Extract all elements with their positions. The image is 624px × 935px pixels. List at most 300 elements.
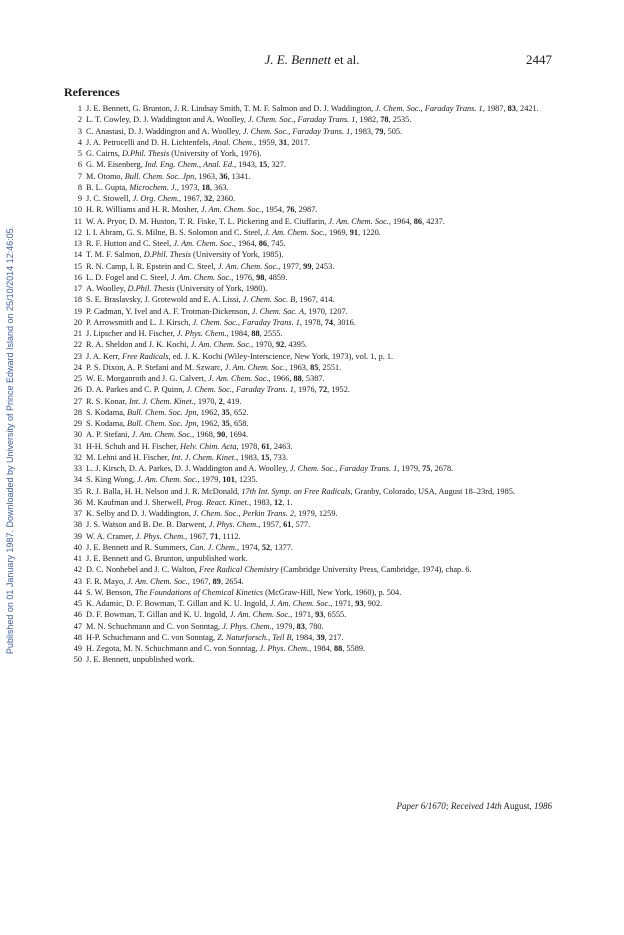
reference-segment: J. C. Stowell,: [86, 194, 133, 203]
reference-segment: W. A. Pryor, D. M. Huston, T. R. Fiske, T. L. Pickering and E. Ciuffarin,: [86, 216, 329, 226]
reference-item: [64, 351, 564, 362]
reference-item: [64, 283, 564, 294]
reference-segment: , 327.: [267, 160, 286, 170]
reference-item: [64, 306, 564, 317]
reference-segment: , 1976,: [231, 272, 257, 282]
reference-segment: , 1970,: [251, 340, 276, 350]
reference-text: [86, 317, 564, 328]
reference-segment: , Granby, Colorado, USA, August 18–23rd, 1985.: [350, 486, 515, 496]
reference-text: [86, 216, 564, 227]
reference-text: [86, 238, 564, 249]
reference-volume: 52: [261, 542, 271, 552]
reference-source: Bull. Chem. Soc. Jpn: [124, 171, 195, 181]
reference-item: [64, 621, 564, 632]
reference-segment: , 1966,: [268, 374, 294, 383]
reference-number: 9: [77, 194, 82, 203]
reference-item: [64, 452, 564, 463]
reference-item: [64, 137, 564, 148]
reference-segment: , 1973,: [176, 182, 202, 192]
reference-item: [64, 519, 564, 530]
reference-segment: , 217.: [324, 632, 344, 642]
reference-segment: , 2453.: [311, 261, 335, 271]
reference-text: [86, 576, 564, 587]
reference-segment: , 1970, 1207.: [304, 306, 348, 316]
reference-segment: A. P. Stefani,: [86, 430, 132, 440]
reference-volume: 86: [258, 239, 268, 248]
reference-segment: , 3016.: [333, 317, 356, 327]
reference-source: Microchem. J.: [129, 182, 177, 192]
reference-text: [86, 508, 564, 519]
reference-text: [86, 159, 564, 170]
reference-source: J. Am. Chem. Soc.: [200, 205, 262, 215]
reference-volume: 85: [310, 362, 319, 372]
running-header-author-names: J. E. Bennett: [264, 52, 331, 67]
reference-number: 39: [73, 531, 82, 541]
reference-item: [64, 384, 564, 395]
reference-segment: , 1943,: [234, 160, 259, 170]
reference-segment: (University of York, 1980).: [174, 284, 268, 293]
reference-source: J. Chem. Soc. B: [242, 295, 296, 305]
reference-text: [86, 598, 564, 609]
reference-segment: , 733.: [269, 452, 289, 462]
reference-segment: T. M. F. Salmon,: [86, 250, 144, 260]
reference-segment: D. C. Nonhebel and J. C. Walton,: [86, 565, 200, 575]
reference-source: J. Am. Chem. Soc.: [173, 239, 234, 248]
reference-number: 4: [77, 137, 82, 147]
paper-received-month: August: [501, 801, 530, 811]
reference-segment: , 1220.: [358, 227, 381, 237]
reference-item: [64, 126, 564, 137]
reference-text: [86, 621, 564, 632]
reference-source: J. Am. Chem. Soc.: [217, 261, 279, 271]
reference-text: [86, 474, 564, 485]
paper-received-text: Paper 6/1670; Received 14th: [396, 801, 502, 811]
reference-source: J. Chem. Soc., Faraday Trans. 1: [375, 104, 483, 113]
reference-volume: 78: [380, 115, 389, 125]
reference-segment: S. Kodama,: [86, 407, 128, 417]
reference-segment: M. Lehni and H. Fischer,: [86, 452, 172, 462]
reference-segment: W. E. Morganroth and J. G. Calvert,: [86, 374, 209, 383]
reference-segment: R. A. Sheldon and J. K. Kochi,: [86, 340, 191, 350]
reference-number: 43: [73, 576, 82, 586]
reference-segment: , 1112.: [218, 531, 241, 541]
reference-volume: 35: [221, 419, 230, 428]
reference-item: [64, 497, 564, 508]
reference-segment: , ed. J. K. Kochi (Wiley-Interscience, New York, 1973), vol. 1, p. 1.: [168, 351, 394, 361]
reference-text: [86, 441, 564, 452]
reference-segment: , 745.: [267, 239, 286, 248]
reference-volume: 61: [261, 441, 270, 451]
reference-text: [86, 587, 564, 598]
reference-source: 17th Int. Symp. on Free Radicals: [241, 486, 351, 496]
reference-item: [64, 362, 564, 373]
reference-segment: I. I. Abram, G. S. Milne, B. S. Solomon and C. Steel,: [86, 227, 265, 237]
reference-segment: K. Adamic, D. F. Bowman, T. Gillan and K. U. Ingold,: [86, 599, 270, 608]
reference-source: Free Radicals: [122, 351, 169, 361]
reference-volume: 88: [333, 644, 343, 653]
reference-number: 48: [73, 632, 82, 642]
reference-number: 25: [73, 374, 82, 383]
reference-text: [86, 609, 564, 620]
reference-segment: , 577.: [291, 520, 311, 530]
reference-volume: 92: [275, 340, 285, 350]
reference-number: 23: [73, 351, 82, 361]
reference-number: 28: [73, 407, 82, 417]
reference-volume: 39: [316, 632, 325, 642]
reference-segment: (University of York, 1976).: [169, 149, 262, 158]
reference-segment: , 780.: [304, 621, 324, 631]
reference-item: [64, 474, 564, 485]
reference-volume: 89: [212, 576, 221, 586]
reference-source: J. Chem. Soc., Faraday Trans. 1: [192, 317, 300, 327]
reference-segment: , 1976,: [293, 385, 319, 395]
reference-segment: , 1983,: [350, 126, 376, 136]
reference-segment: , 1977,: [278, 261, 304, 271]
reference-segment: K. Selby and D. J. Waddington,: [86, 509, 194, 518]
reference-item: [64, 339, 564, 350]
reference-volume: 98: [256, 272, 265, 282]
reference-item: [64, 407, 564, 418]
reference-number: 15: [73, 261, 82, 271]
reference-segment: , 1967, 414.: [295, 295, 335, 305]
reference-item: [64, 429, 564, 440]
reference-segment: P. Arrowsmith and L. J. Kirsch,: [86, 317, 193, 327]
reference-segment: , 1983,: [249, 497, 274, 507]
reference-volume: 31: [278, 137, 288, 147]
reference-volume: 15: [261, 452, 270, 462]
reference-segment: , 2987.: [294, 205, 318, 215]
reference-segment: P. S. Dixon, A. P. Stefani and M. Szwarc,: [86, 362, 225, 372]
reference-number: 50: [73, 655, 82, 665]
reference-number: 46: [73, 610, 82, 620]
paper-footer: [397, 801, 552, 811]
reference-segment: , 902.: [363, 599, 383, 608]
reference-source: J. Phys. Chem.: [259, 644, 310, 653]
reference-number: 27: [73, 396, 82, 406]
reference-item: [64, 486, 564, 497]
reference-text: [86, 193, 564, 204]
page-number: 2447: [526, 52, 552, 67]
reference-segment: S. Kodama,: [86, 419, 128, 428]
reference-number: 19: [73, 306, 82, 316]
reference-text: [86, 643, 564, 654]
reference-text: [86, 204, 564, 215]
reference-item: [64, 294, 564, 305]
reference-volume: 93: [355, 599, 364, 608]
reference-number: 34: [73, 475, 82, 485]
reference-segment: R. F. Hutton and C. Steel,: [86, 239, 174, 248]
reference-item: [64, 204, 564, 215]
reference-item: [64, 317, 564, 328]
reference-text: [86, 429, 564, 440]
reference-item: [64, 441, 564, 452]
reference-segment: , 1963,: [285, 362, 311, 372]
reference-number: 5: [77, 149, 82, 158]
reference-segment: H. Zegota, M. N. Schuchmann and C. von Sonntag,: [86, 644, 260, 653]
reference-segment: R. S. Konar,: [86, 396, 129, 406]
reference-number: 31: [73, 441, 82, 451]
reference-item: [64, 418, 564, 429]
reference-segment: , 2654.: [220, 576, 244, 586]
reference-volume: 88: [251, 329, 260, 338]
reference-segment: , 1967,: [179, 194, 204, 203]
reference-segment: , 1962,: [196, 419, 222, 428]
reference-source: D.Phil. Thesis: [121, 149, 170, 158]
reference-segment: , 2551.: [318, 362, 342, 372]
reference-segment: J. E. Bennett, unpublished work.: [86, 655, 195, 665]
reference-volume: 76: [286, 205, 295, 215]
reference-text: [86, 261, 564, 272]
reference-segment: , 2535.: [388, 115, 412, 125]
reference-volume: 72: [318, 385, 328, 395]
reference-text: [86, 148, 564, 159]
reference-source: J. Chem. Soc., Faraday Trans. 1: [186, 385, 294, 395]
reference-volume: 93: [315, 610, 324, 620]
reference-source: J. Phys. Chem.: [176, 329, 227, 338]
reference-segment: , 1978,: [236, 441, 262, 451]
reference-segment: , 658.: [229, 419, 249, 428]
reference-segment: J. S. Watson and B. De. B. Darwent,: [86, 520, 209, 530]
reference-segment: , 4395.: [284, 340, 308, 350]
reference-text: [86, 362, 564, 373]
reference-segment: , 6555.: [323, 610, 347, 620]
reference-text: [86, 182, 564, 193]
reference-text: [86, 114, 564, 125]
reference-segment: , 2421.: [515, 104, 539, 113]
reference-segment: H-H. Schuh and H. Fischer,: [86, 441, 181, 451]
reference-text: [86, 407, 564, 418]
reference-segment: D. F. Bowman, T. Gillan and K. U. Ingold,: [86, 610, 230, 620]
reference-volume: 75: [422, 464, 431, 473]
reference-item: [64, 508, 564, 519]
reference-source: Int. J. Chem. Kinet.: [171, 452, 237, 462]
reference-source: J. Am. Chem. Soc.: [264, 227, 325, 237]
reference-item: [64, 148, 564, 159]
reference-source: J. Am. Chem. Soc.: [127, 576, 188, 586]
reference-segment: W. A. Cramer,: [86, 531, 136, 541]
reference-source: J. Org. Chem.: [132, 194, 180, 203]
reference-segment: D. A. Parkes and C. P. Quinn,: [86, 385, 187, 395]
reference-segment: , 5589.: [342, 644, 366, 653]
reference-segment: , 2555.: [259, 329, 283, 338]
reference-segment: B. L. Gupta,: [86, 182, 130, 192]
reference-text: [86, 126, 564, 137]
reference-segment: , 1979,: [397, 464, 423, 473]
reference-segment: , 1984,: [291, 632, 317, 642]
reference-item: [64, 553, 564, 564]
reference-volume: 90: [216, 430, 226, 440]
reference-item: [64, 103, 564, 114]
reference-volume: 79: [375, 126, 384, 136]
reference-volume: 18: [201, 182, 210, 192]
reference-volume: 61: [283, 520, 292, 530]
reference-segment: S. King Wong,: [86, 475, 138, 485]
reference-segment: J. Lipscher and H. Fischer,: [86, 329, 177, 338]
reference-segment: , 1984,: [226, 329, 252, 338]
reference-volume: 83: [296, 621, 305, 631]
reference-segment: G. Cairns,: [86, 149, 122, 158]
reference-source: Anal. Chem.: [212, 137, 254, 147]
reference-segment: , 1.: [282, 497, 293, 507]
reference-source: D.Phil. Thesis: [127, 284, 175, 293]
reference-source: D.Phil. Thesis: [143, 250, 191, 260]
reference-text: [86, 294, 564, 305]
reference-volume: 99: [303, 261, 312, 271]
reference-text: [86, 486, 564, 497]
reference-volume: 12: [273, 497, 283, 507]
reference-segment: L. J. Kirsch, D. A. Parkes, D. J. Waddington and A. Woolley,: [86, 464, 290, 473]
reference-segment: , 4859.: [264, 272, 288, 282]
reference-source: J. Chem. Soc. A: [251, 306, 305, 316]
reference-source: Z. Naturforsch., Teil B: [217, 632, 292, 642]
reference-number: 32: [73, 452, 82, 462]
reference-item: [64, 238, 564, 249]
reference-volume: 91: [349, 227, 359, 237]
reference-source: J. Phys. Chem.: [208, 520, 259, 530]
reference-number: 2: [77, 115, 82, 125]
reference-source: J. Chem. Soc., Perkin Trans. 2: [193, 509, 294, 518]
reference-item: [64, 542, 564, 553]
reference-item: [64, 587, 564, 598]
reference-segment: , 1969,: [324, 227, 350, 237]
reference-item: [64, 272, 564, 283]
reference-segment: M. Otomo,: [86, 171, 125, 181]
reference-segment: (McGraw-Hill, New York, 1960), p. 504.: [263, 587, 402, 597]
reference-number: 29: [73, 419, 82, 428]
reference-segment: , 1967,: [187, 576, 213, 586]
reference-text: [86, 306, 564, 317]
reference-source: J. Am. Chem. Soc.: [170, 272, 232, 282]
reference-text: [86, 103, 564, 114]
reference-source: Bull. Chem. Soc. Jpn: [127, 419, 197, 428]
reference-number: 49: [73, 644, 82, 653]
reference-segment: , 1377.: [270, 542, 293, 552]
reference-segment: , 1979,: [197, 475, 223, 485]
reference-segment: , 1970,: [193, 396, 219, 406]
reference-text: [86, 171, 564, 182]
reference-item: [64, 171, 564, 182]
reference-number: 40: [73, 542, 82, 552]
reference-number: 47: [73, 621, 82, 631]
reference-text: [86, 632, 564, 643]
reference-source: J. Am. Chem. Soc.: [269, 599, 331, 608]
reference-segment: , 419.: [222, 396, 242, 406]
reference-segment: M. Kaufman and J. Sherwell,: [86, 497, 186, 507]
reference-segment: , 1979,: [271, 621, 297, 631]
reference-text: [86, 654, 564, 665]
paper-received-year: , 1986: [529, 801, 552, 811]
reference-segment: , 505.: [383, 126, 403, 136]
reference-item: [64, 609, 564, 620]
reference-source: J. Phys. Chem.: [222, 621, 272, 631]
reference-segment: J. E. Bennett and G. Brunton, unpublished work.: [86, 554, 248, 563]
reference-segment: , 1964,: [233, 239, 259, 248]
reference-number: 45: [73, 599, 82, 608]
reference-segment: , 1954,: [261, 205, 287, 215]
reference-segment: , 1983,: [236, 452, 262, 462]
reference-text: [86, 452, 564, 463]
reference-source: Helv. Chim. Acta: [180, 441, 237, 451]
reference-text: [86, 531, 564, 542]
reference-item: [64, 114, 564, 125]
reference-item: [64, 463, 564, 474]
reference-text: [86, 542, 564, 553]
reference-number: 13: [73, 239, 82, 248]
reference-text: [86, 384, 564, 395]
reference-segment: , 1957,: [258, 520, 284, 530]
reference-source: Prog. React. Kinet.: [185, 497, 250, 507]
reference-volume: 35: [221, 407, 230, 417]
reference-source: J. Am. Chem. Soc.: [137, 475, 198, 485]
reference-text: [86, 519, 564, 530]
reference-text: [86, 564, 564, 575]
reference-segment: , 1694.: [225, 430, 249, 440]
reference-item: [64, 373, 564, 384]
reference-item: [64, 193, 564, 204]
reference-segment: , 1971,: [330, 599, 356, 608]
reference-segment: S. W. Benson,: [86, 587, 135, 597]
reference-text: [86, 227, 564, 238]
reference-number: 36: [73, 497, 82, 507]
reference-segment: (University of York, 1985).: [190, 250, 284, 260]
reference-segment: (Cambridge University Press, Cambridge, 1974), chap. 6.: [278, 565, 472, 575]
reference-number: 8: [77, 182, 82, 192]
reference-item: [64, 531, 564, 542]
reference-source: The Foundations of Chemical Kinetics: [134, 587, 264, 597]
reference-source: J. Am. Chem. Soc.: [208, 374, 269, 383]
reference-number: 14: [73, 250, 82, 260]
reference-source: Ind. Eng. Chem., Anal. Ed.: [144, 160, 235, 170]
reference-segment: H-P. Schuchmann and C. von Sonntag,: [86, 632, 218, 642]
reference-number: 3: [77, 126, 82, 136]
reference-volume: 88: [293, 374, 302, 383]
reference-segment: , 1964,: [388, 216, 414, 226]
reference-text: [86, 396, 564, 407]
reference-segment: , 2463.: [269, 441, 293, 451]
reference-number: 44: [73, 587, 82, 597]
references-heading: References: [64, 85, 120, 99]
reference-number: 10: [73, 205, 82, 215]
reference-list: [64, 103, 564, 666]
reference-volume: 74: [324, 317, 334, 327]
running-header-etal: et al.: [330, 52, 360, 67]
reference-volume: 83: [507, 104, 516, 113]
reference-segment: , 1952.: [327, 385, 350, 395]
reference-item: [64, 227, 564, 238]
reference-segment: , 1987,: [482, 104, 508, 113]
reference-segment: R. N. Camp, I. R. Epstein and C. Steel,: [86, 261, 218, 271]
reference-segment: , 1971,: [290, 610, 316, 620]
reference-segment: , 1968,: [192, 430, 217, 440]
reference-text: [86, 497, 564, 508]
reference-volume: 32: [203, 194, 213, 203]
reference-source: Bull. Chem. Soc. Jpn: [127, 407, 197, 417]
reference-source: J. Chem. Soc., Faraday Trans. 1: [242, 126, 351, 136]
reference-item: [64, 159, 564, 170]
reference-segment: , 1341.: [227, 171, 251, 181]
reference-volume: 15: [259, 160, 268, 170]
reference-volume: 71: [210, 531, 219, 541]
reference-source: J. Am. Chem. Soc.: [328, 216, 389, 226]
reference-number: 33: [73, 464, 82, 473]
reference-segment: F. R. Mayo,: [86, 576, 128, 586]
reference-number: 12: [73, 227, 82, 237]
reference-segment: , 1974,: [236, 542, 262, 552]
reference-item: [64, 261, 564, 272]
reference-segment: J. E. Bennett and R. Summers,: [86, 542, 190, 552]
reference-segment: , 1982,: [355, 115, 381, 125]
reference-number: 17: [73, 284, 82, 293]
